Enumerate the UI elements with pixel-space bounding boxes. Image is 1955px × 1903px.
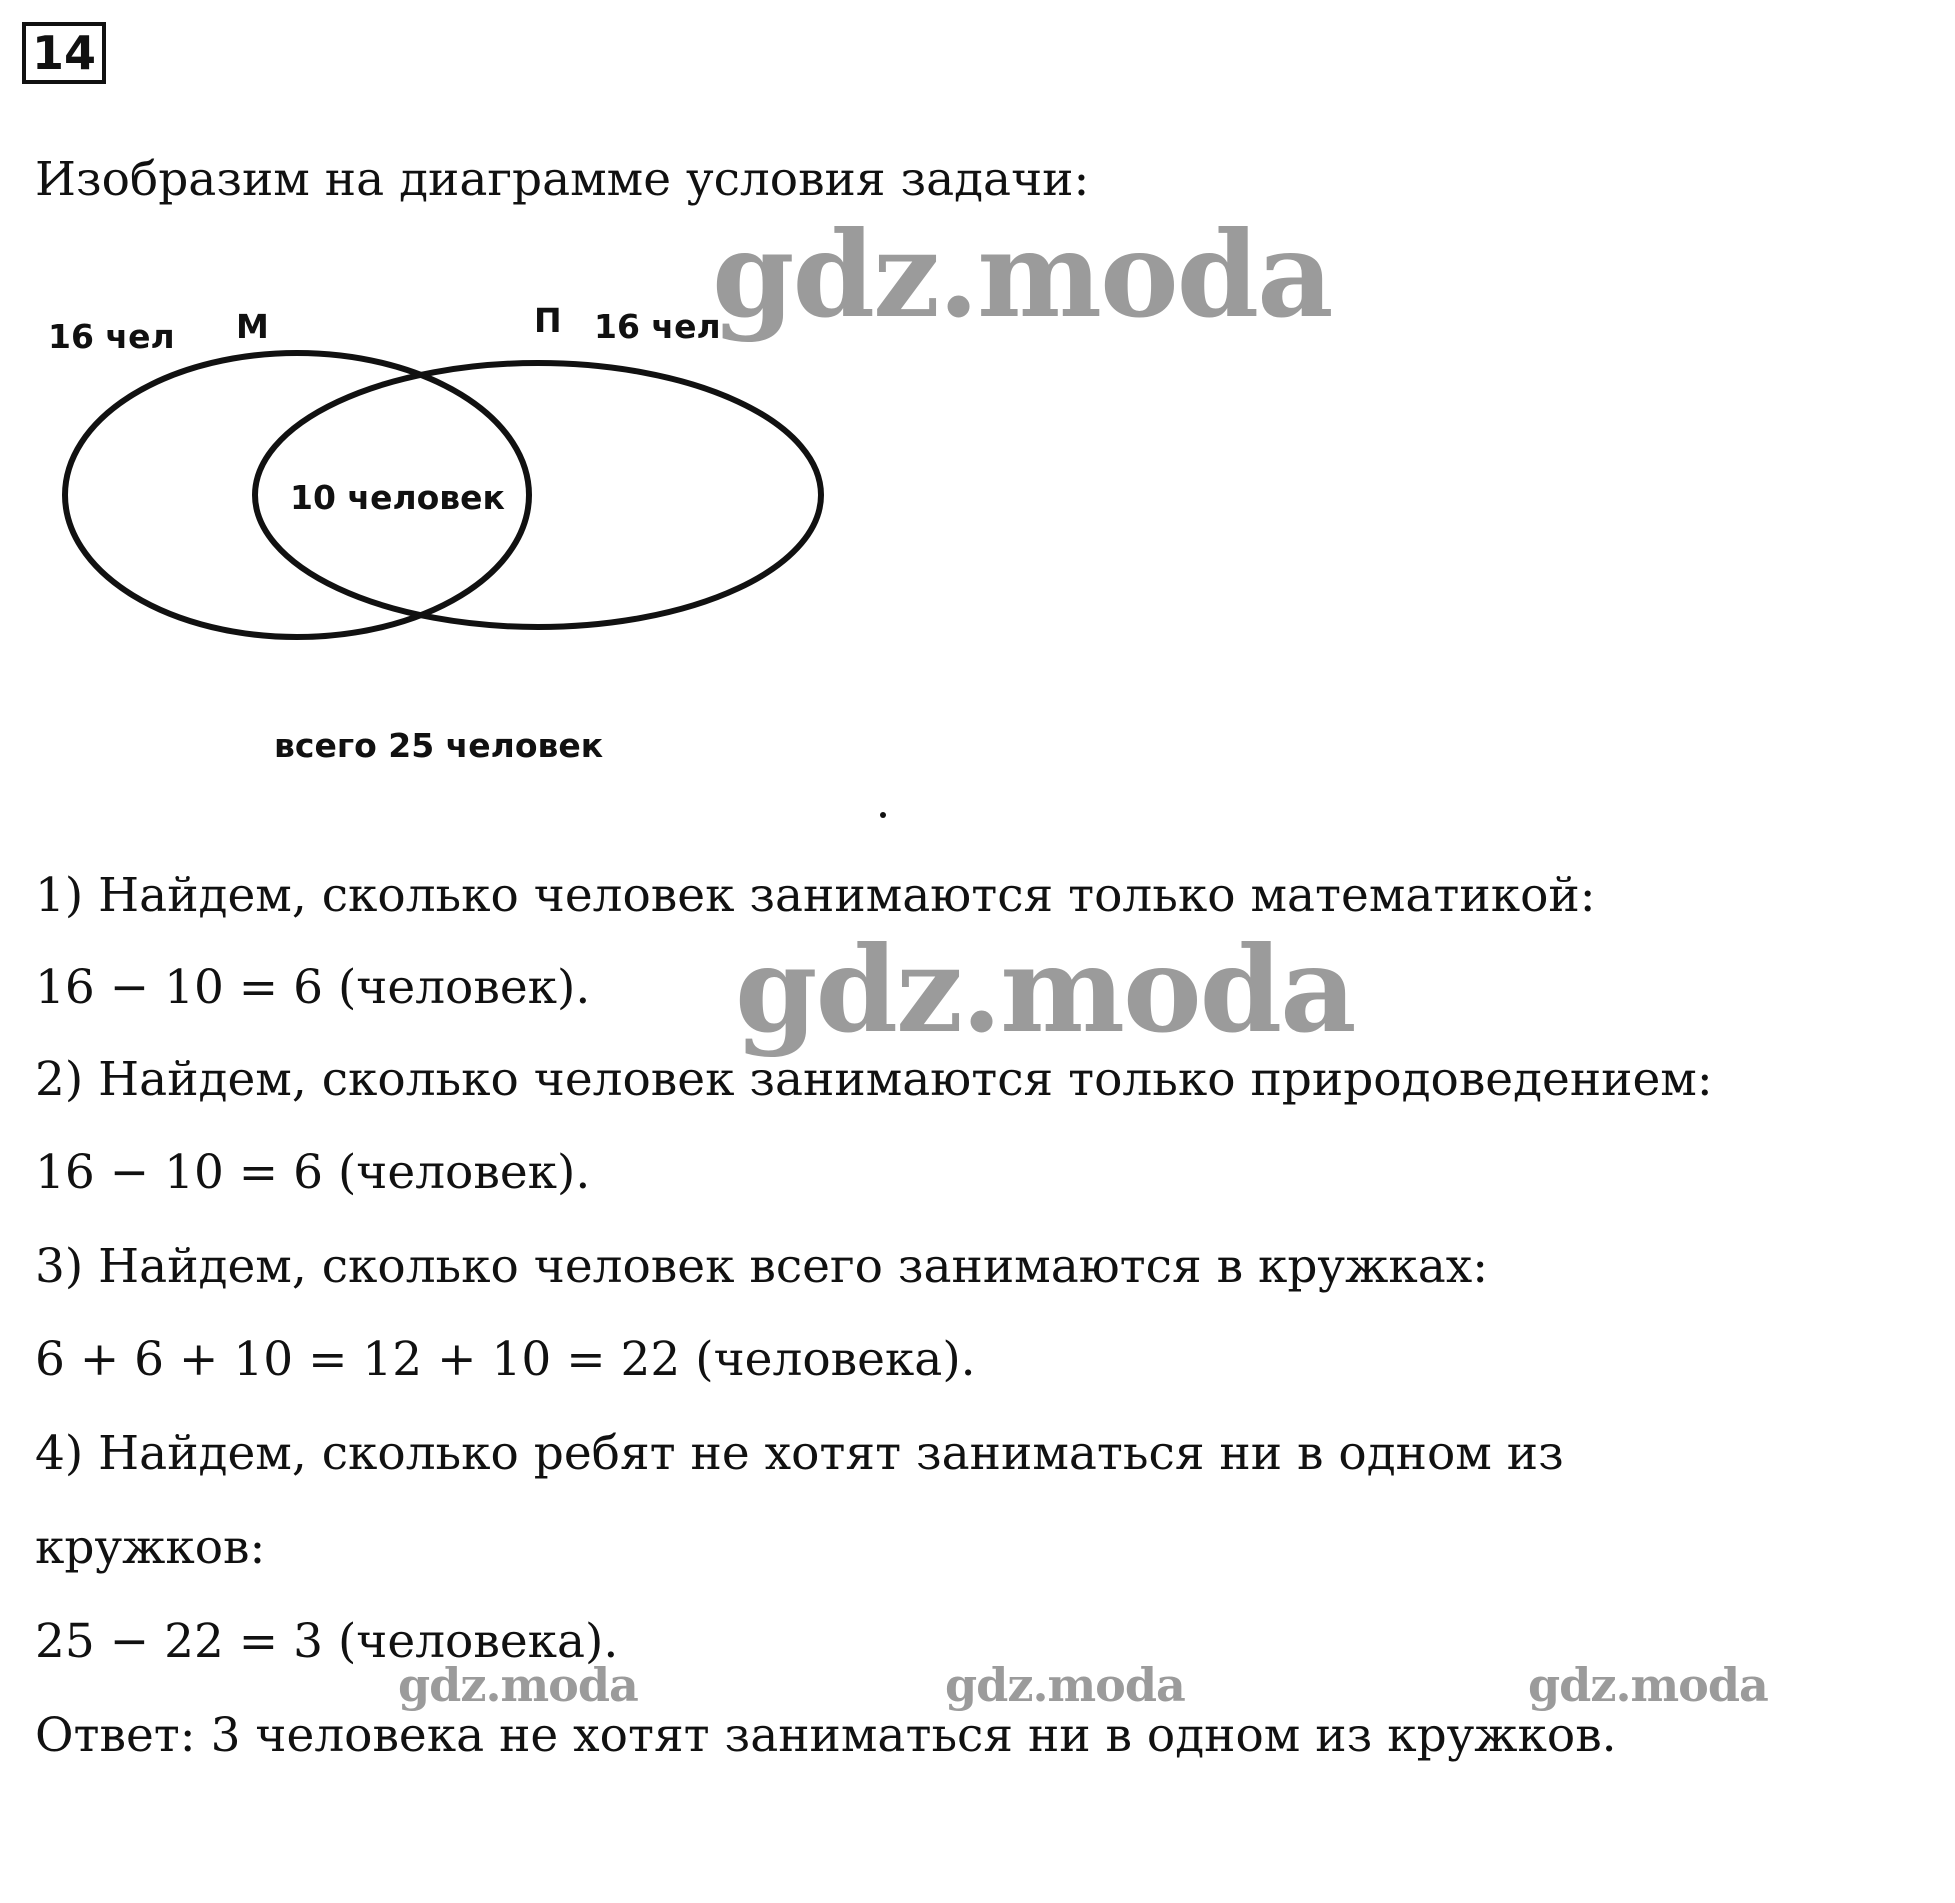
step-4-calc: 25 − 22 = 3 (человека). xyxy=(35,1614,619,1669)
set-p-label: П xyxy=(534,301,562,340)
answer-text: Ответ: 3 человека не хотят заниматься ни в одном из кружков. xyxy=(35,1708,1617,1763)
intersection-label: 10 человек xyxy=(290,478,505,517)
step-2-text: 2) Найдем, сколько человек занимаются только природоведением: xyxy=(35,1052,1713,1107)
set-m-label: М xyxy=(236,307,269,346)
task-number: 14 xyxy=(22,22,106,84)
step-3-text: 3) Найдем, сколько человек всего занимаются в кружках: xyxy=(35,1239,1489,1294)
step-1-text: 1) Найдем, сколько человек занимаются только математикой: xyxy=(35,868,1596,923)
watermark-middle: gdz.moda xyxy=(735,920,1355,1059)
left-count-label: 16 чел xyxy=(48,317,175,356)
intro-text: Изобразим на диаграмме условия задачи: xyxy=(35,152,1090,207)
venn-diagram xyxy=(0,280,900,800)
step-3-calc: 6 + 6 + 10 = 12 + 10 = 22 (человека). xyxy=(35,1332,976,1387)
step-4-text-cont: кружков: xyxy=(35,1520,266,1575)
watermark-bottom-center: gdz.moda xyxy=(945,1658,1185,1712)
total-label: всего 25 человек xyxy=(274,726,604,765)
step-4-text: 4) Найдем, сколько ребят не хотят заниматься ни в одном из xyxy=(35,1426,1564,1481)
step-1-calc: 16 − 10 = 6 (человек). xyxy=(35,960,591,1015)
watermark-bottom-right: gdz.moda xyxy=(1528,1658,1768,1712)
stray-dot xyxy=(880,812,886,818)
step-2-calc: 16 − 10 = 6 (человек). xyxy=(35,1145,591,1200)
right-count-label: 16 чел xyxy=(594,307,721,346)
watermark-bottom-left: gdz.moda xyxy=(398,1658,638,1712)
watermark-top: gdz.moda xyxy=(712,205,1332,344)
